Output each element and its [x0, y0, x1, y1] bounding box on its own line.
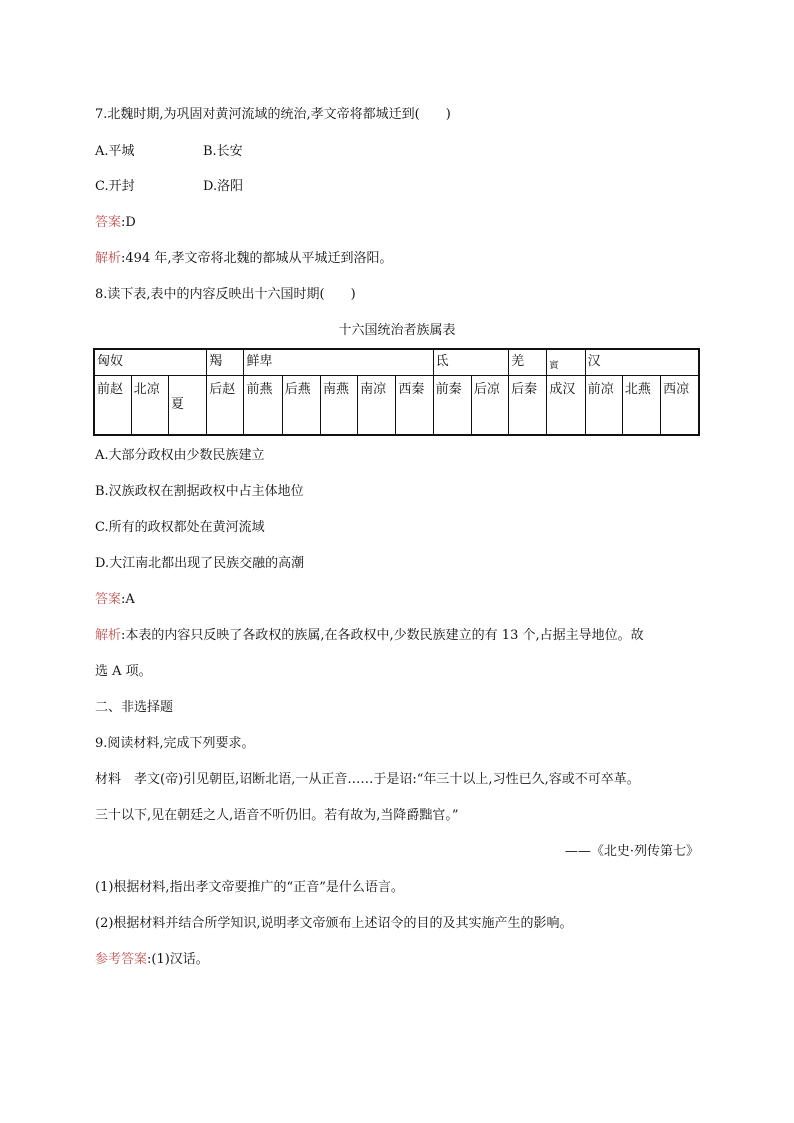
q9-material-line2: 三十以下,见在朝廷之人,语音不听仍旧。若有故为,当降爵黜官。”: [95, 808, 459, 823]
reference-value: :(1)汉话。: [147, 952, 209, 967]
q8-analysis-line2: 选 A 项。: [95, 664, 152, 679]
table-cell: 后秦: [509, 376, 547, 436]
analysis-text: :本表的内容只反映了各政权的族属,在各政权中,少数民族建立的有 13 个,占据主导地位。故: [121, 628, 644, 643]
q9-stem: 9.阅读材料,完成下列要求。: [95, 736, 255, 751]
answer-label: 答案: [95, 592, 122, 607]
reference-label: 参考答案: [95, 952, 148, 967]
analysis-label: 解析: [95, 251, 122, 266]
q7-option-a: A.平城: [95, 144, 135, 159]
q9-reference-answer: [95, 951, 209, 969]
table-cell: 北凉: [131, 376, 168, 436]
q7-answer: [95, 214, 136, 232]
answer-value: :A: [121, 592, 135, 607]
header-xianbei: 鲜卑: [244, 349, 433, 376]
section-title: 二、非选择题: [95, 700, 174, 715]
table-caption: 十六国统治者族属表: [338, 323, 456, 338]
q7-stem: 7.北魏时期,为巩固对黄河流域的统治,孝文帝将都城迁到( ): [95, 107, 451, 122]
table-cell: 南燕: [320, 376, 357, 436]
table-cell: 后燕: [282, 376, 320, 436]
q8-option-a: A.大部分政权由少数民族建立: [95, 448, 265, 463]
header-han: 汉: [585, 349, 699, 376]
table-cell: 后凉: [471, 376, 508, 436]
table-cell: 前凉: [585, 376, 622, 436]
q9-sub-question-2: (2)根据材料并结合所学知识,说明孝文帝颁布上述诏令的目的及其实施产生的影响。: [95, 916, 573, 931]
q8-option-b: B.汉族政权在割据政权中占主体地位: [95, 484, 304, 499]
header-cong: [547, 349, 585, 376]
q8-option-d: D.大江南北都出现了民族交融的高潮: [95, 556, 305, 571]
header-qiang: 羌: [509, 349, 547, 376]
header-di: 氐: [433, 349, 508, 376]
header-xiongnu: 匈奴: [94, 349, 207, 376]
ethnic-table: [93, 348, 700, 436]
answer-label: 答案: [95, 215, 122, 230]
q9-source: ——《北史·列传第七》: [564, 844, 699, 859]
q7-option-b: B.长安: [203, 144, 243, 159]
table-header-row: [94, 349, 699, 376]
q8-stem: 8.读下表,表中的内容反映出十六国时期( ): [95, 287, 356, 302]
answer-value: :D: [121, 215, 136, 230]
q8-option-c: C.所有的政权都处在黄河流域: [95, 520, 265, 535]
q7-analysis: [95, 250, 392, 268]
table-cell: 前赵: [94, 376, 131, 436]
table-cell: 西凉: [661, 376, 699, 436]
table-cell: 南凉: [358, 376, 396, 436]
analysis-text: :494 年,孝文帝将北魏的都城从平城迁到洛阳。: [121, 251, 393, 266]
table-cell: 后赵: [207, 376, 244, 436]
header-cong-text: 賨: [549, 361, 559, 371]
q7-option-d: D.洛阳: [203, 179, 244, 194]
table-cell: 成汉: [547, 376, 585, 436]
q9-sub-question-1: (1)根据材料,指出孝文帝要推广的“正音”是什么语言。: [95, 880, 404, 895]
q8-answer: [95, 591, 135, 609]
header-jie: 羯: [207, 349, 244, 376]
table-cell: 西秦: [396, 376, 433, 436]
q8-analysis-line1: [95, 627, 644, 645]
table-cell: 前秦: [433, 376, 471, 436]
q7-option-c: C.开封: [95, 179, 135, 194]
table-cell: 前燕: [244, 376, 282, 436]
table-cell: 北燕: [622, 376, 660, 436]
table-cell: 夏: [168, 376, 206, 436]
table-state-row: [94, 376, 699, 436]
analysis-label: 解析: [95, 628, 122, 643]
q9-material-line1: 材料 孝文(帝)引见朝臣,诏断北语,一从正音……于是诏:“年三十以上,习性已久,容或不可卒革。: [95, 772, 640, 787]
